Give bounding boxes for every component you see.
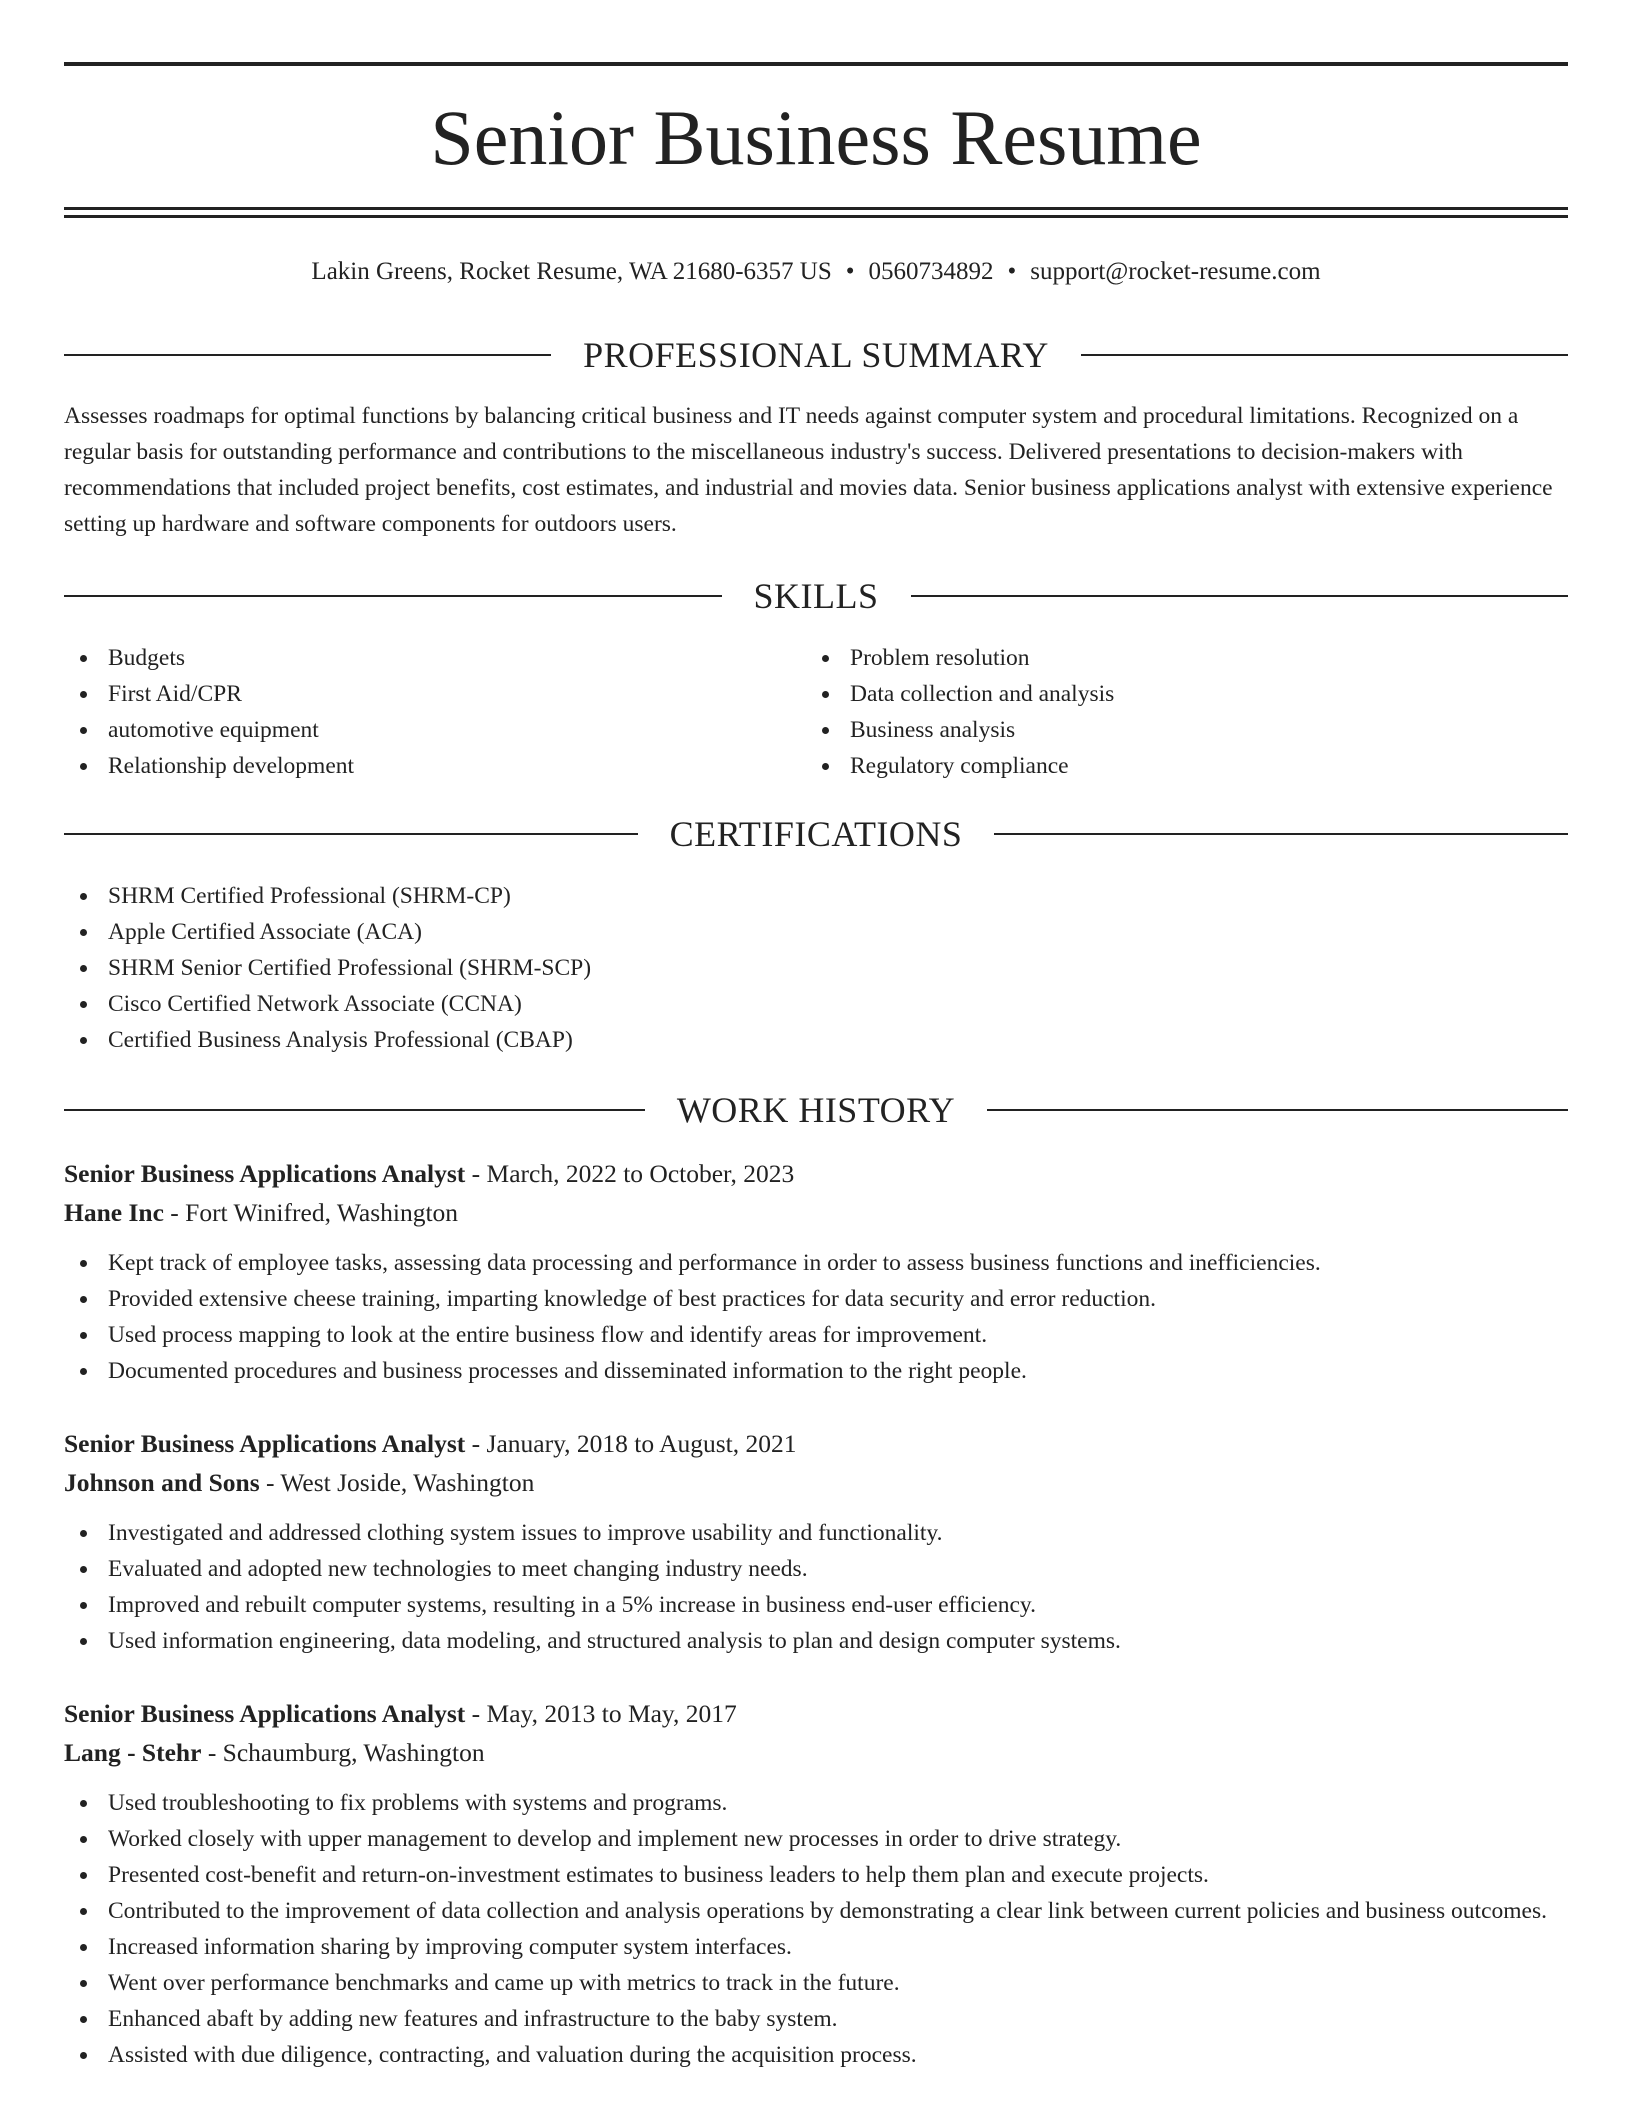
certification-item: SHRM Senior Certified Professional (SHRM-SCP) [64,950,1568,986]
section-title-work: WORK HISTORY [676,1090,956,1130]
job-entry [64,1155,1568,1389]
job-entry [64,1695,1568,2073]
summary-text: Assesses roadmaps for optimal functions by balancing critical business and IT needs against computer system and procedural limitations. Recognized on a regular basis for outstanding performance and contributions to the miscellaneous industry's success. Delivered presentations to decision-makers with recommendations that included project benefits, cost estimates, and industrial and movies data. Senior business applications analyst with extensive experience setting up hardware and software components for outdoors users. [64,403,1553,537]
job-bullet: Used troubleshooting to fix problems with systems and programs. [64,1785,1568,1821]
job-bullet: Presented cost-benefit and return-on-investment estimates to business leaders to help them plan and execute projects. [64,1857,1568,1893]
job-bullet: Kept track of employee tasks, assessing data processing and performance in order to assess business functions and inefficiencies. [64,1245,1568,1281]
job-bullet: Contributed to the improvement of data collection and analysis operations by demonstrating a clear link between current policies and business outcomes. [64,1893,1568,1929]
job-bullets [64,1245,1568,1389]
job-company: Lang - Stehr [64,1738,202,1767]
contact-line [64,252,1568,292]
job-title-line [64,1155,1568,1193]
job-dates: - January, 2018 to August, 2021 [465,1429,797,1458]
section-title-certifications: CERTIFICATIONS [669,814,963,854]
resume-title: Senior Business Resume [430,94,1202,181]
job-bullet: Improved and rebuilt computer systems, resulting in a 5% increase in business end-user efficiency. [64,1587,1568,1623]
job-company: Hane Inc [64,1198,164,1227]
job-location: - Fort Winifred, Washington [163,1198,459,1227]
contact-separator: • [845,258,855,285]
skill-item: Regulatory compliance [806,748,1506,784]
job-title: Senior Business Applications Analyst [64,1699,466,1728]
job-title: Senior Business Applications Analyst [64,1429,466,1458]
job-company: Johnson and Sons [64,1468,260,1497]
title-rule-lower [64,215,1568,218]
section-heading-skills [64,571,1568,621]
job-title-line [64,1695,1568,1733]
heading-rule-right [987,1109,1568,1111]
job-bullet: Worked closely with upper management to develop and implement new processes in order to drive strategy. [64,1821,1568,1857]
job-location: - West Joside, Washington [259,1468,535,1497]
skill-item: Relationship development [64,748,764,784]
job-title: Senior Business Applications Analyst [64,1159,466,1188]
job-dates: - March, 2022 to October, 2023 [465,1159,795,1188]
heading-rule-left [64,354,551,356]
job-bullets [64,1785,1568,2073]
job-bullet: Investigated and addressed clothing system issues to improve usability and functionality. [64,1515,1568,1551]
job-dates: - May, 2013 to May, 2017 [465,1699,737,1728]
heading-rule-left [64,1109,645,1111]
heading-rule-right [911,595,1569,597]
heading-rule-left [64,595,722,597]
certification-item: Cisco Certified Network Associate (CCNA) [64,986,1568,1022]
heading-rule-left [64,833,638,835]
job-bullet: Provided extensive cheese training, imparting knowledge of best practices for data security and error reduction. [64,1281,1568,1317]
job-company-line [64,1463,1568,1503]
skill-item: First Aid/CPR [64,676,764,712]
job-bullet: Used information engineering, data modeling, and structured analysis to plan and design computer systems. [64,1623,1568,1659]
job-entry [64,1425,1568,1659]
job-company-line [64,1733,1568,1773]
certification-item: Certified Business Analysis Professional (CBAP) [64,1022,1568,1058]
job-bullet: Went over performance benchmarks and came up with metrics to track in the future. [64,1965,1568,2001]
certification-item: SHRM Certified Professional (SHRM-CP) [64,878,1568,914]
skill-item: automotive equipment [64,712,764,748]
skills-list-right [806,640,1506,784]
skills-list-left [64,640,764,784]
job-title-line [64,1425,1568,1463]
section-heading-summary [64,330,1568,380]
job-bullet: Assisted with due diligence, contracting, and valuation during the acquisition process. [64,2037,1568,2073]
certification-item: Apple Certified Associate (ACA) [64,914,1568,950]
skill-item: Business analysis [806,712,1506,748]
skill-item: Budgets [64,640,764,676]
job-bullets [64,1515,1568,1659]
contact-phone: 0560734892 [868,258,994,285]
contact-address: Lakin Greens, Rocket Resume, WA 21680-6357 US [311,258,832,285]
job-company-line [64,1193,1568,1233]
job-bullet: Documented procedures and business processes and disseminated information to the right people. [64,1353,1568,1389]
job-bullet: Evaluated and adopted new technologies to meet changing industry needs. [64,1551,1568,1587]
section-title-skills: SKILLS [753,576,879,616]
skill-item: Data collection and analysis [806,676,1506,712]
job-bullet: Used process mapping to look at the entire business flow and identify areas for improvement. [64,1317,1568,1353]
section-heading-certifications [64,809,1568,859]
top-rule [64,62,1568,66]
job-location: - Schaumburg, Washington [201,1738,485,1767]
contact-separator: • [1007,258,1017,285]
section-title-summary: PROFESSIONAL SUMMARY [583,335,1049,375]
skill-item: Problem resolution [806,640,1506,676]
contact-email[interactable]: support@rocket-resume.com [1030,258,1321,285]
title-rule-upper [64,207,1568,210]
job-bullet: Enhanced abaft by adding new features and infrastructure to the baby system. [64,2001,1568,2037]
heading-rule-right [1081,354,1568,356]
certifications-list [64,878,1568,1058]
heading-rule-right [994,833,1568,835]
section-heading-work [64,1085,1568,1135]
job-bullet: Increased information sharing by improving computer system interfaces. [64,1929,1568,1965]
